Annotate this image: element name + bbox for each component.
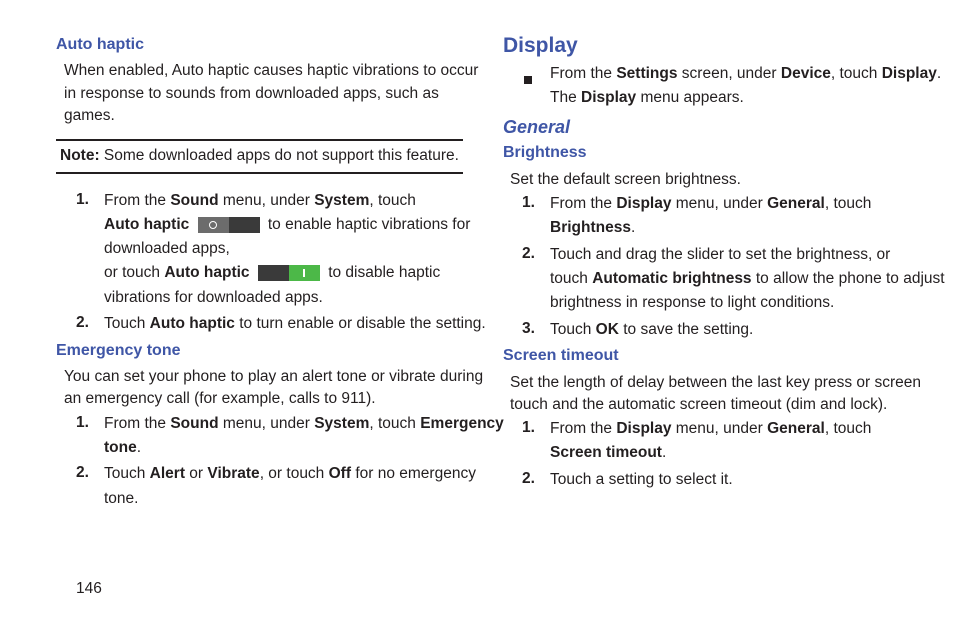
step-number: 1. xyxy=(76,414,89,431)
auto-haptic-body-line3: games. xyxy=(64,107,115,124)
step-number: 3. xyxy=(522,320,535,337)
note-top-rule xyxy=(56,139,463,141)
emergency-body-line1: You can set your phone to play an alert tone or vibrate during xyxy=(64,368,484,385)
timeout-body-line2: touch and the automatic screen timeout (dim and lock). xyxy=(510,396,888,413)
step-line: Touch Auto haptic to turn enable or disable the setting. xyxy=(104,315,486,332)
step-line: Brightness. xyxy=(550,219,636,236)
screen-timeout-heading: Screen timeout xyxy=(503,347,619,364)
note-label: Note: xyxy=(60,147,100,164)
display-heading: Display xyxy=(503,34,578,57)
step-line: Touch OK to save the setting. xyxy=(550,321,754,338)
auto-haptic-body-line1: When enabled, Auto haptic causes haptic vibrations to occur xyxy=(64,62,479,79)
note-text: Some downloaded apps do not support this feature. xyxy=(99,147,459,164)
timeout-body-line1: Set the length of delay between the last key press or screen xyxy=(510,374,921,391)
step-line: Touch Alert or Vibrate, or touch Off for no emergency xyxy=(104,465,476,482)
step-line: tone. xyxy=(104,439,142,456)
display-line1: From the Settings screen, under Device, touch Display. xyxy=(550,65,942,82)
step-line: or touch Auto haptic to disable haptic xyxy=(104,264,441,281)
display-line2: The Display menu appears. xyxy=(550,89,744,106)
step-line: From the Sound menu, under System, touch xyxy=(104,192,416,209)
step-number: 1. xyxy=(522,419,535,436)
step-line: tone. xyxy=(104,490,139,507)
emergency-tone-heading: Emergency tone xyxy=(56,342,181,359)
brightness-body: Set the default screen brightness. xyxy=(510,171,741,188)
page-number: 146 xyxy=(76,580,102,597)
step-line: Auto haptic to enable haptic vibrations for xyxy=(104,216,471,233)
general-heading: General xyxy=(503,117,571,137)
step-line: Screen timeout. xyxy=(550,444,667,461)
auto-haptic-heading: Auto haptic xyxy=(56,36,144,53)
auto-haptic-body-line2: in response to sounds from downloaded apps, such as xyxy=(64,85,439,102)
note-bottom-rule xyxy=(56,172,463,174)
bullet-square-icon xyxy=(524,71,532,89)
step-number: 1. xyxy=(522,194,535,211)
step-number: 2. xyxy=(76,464,89,481)
step-line: From the Sound menu, under System, touch Emergency xyxy=(104,415,504,432)
step-line: From the Display menu, under General, touch xyxy=(550,195,872,212)
step-number: 2. xyxy=(522,470,535,487)
step-line: touch Automatic brightness to allow the phone to adjust xyxy=(550,270,945,287)
toggle-on-icon xyxy=(258,265,320,281)
step-line: Touch and drag the slider to set the brightness, or xyxy=(550,246,891,263)
toggle-off-icon xyxy=(198,217,260,233)
step-number: 2. xyxy=(522,245,535,262)
step-line: From the Display menu, under General, touch xyxy=(550,420,872,437)
step-line: Touch a setting to select it. xyxy=(550,471,733,488)
step-number: 2. xyxy=(76,314,89,331)
step-line: brightness in response to light conditions. xyxy=(550,294,835,311)
emergency-body-line2: an emergency call (for example, calls to 911). xyxy=(64,390,376,407)
brightness-heading: Brightness xyxy=(503,144,587,161)
step-line: downloaded apps, xyxy=(104,240,230,257)
note xyxy=(60,145,459,167)
step-line: vibrations for downloaded apps. xyxy=(104,289,323,306)
step-number: 1. xyxy=(76,191,89,208)
